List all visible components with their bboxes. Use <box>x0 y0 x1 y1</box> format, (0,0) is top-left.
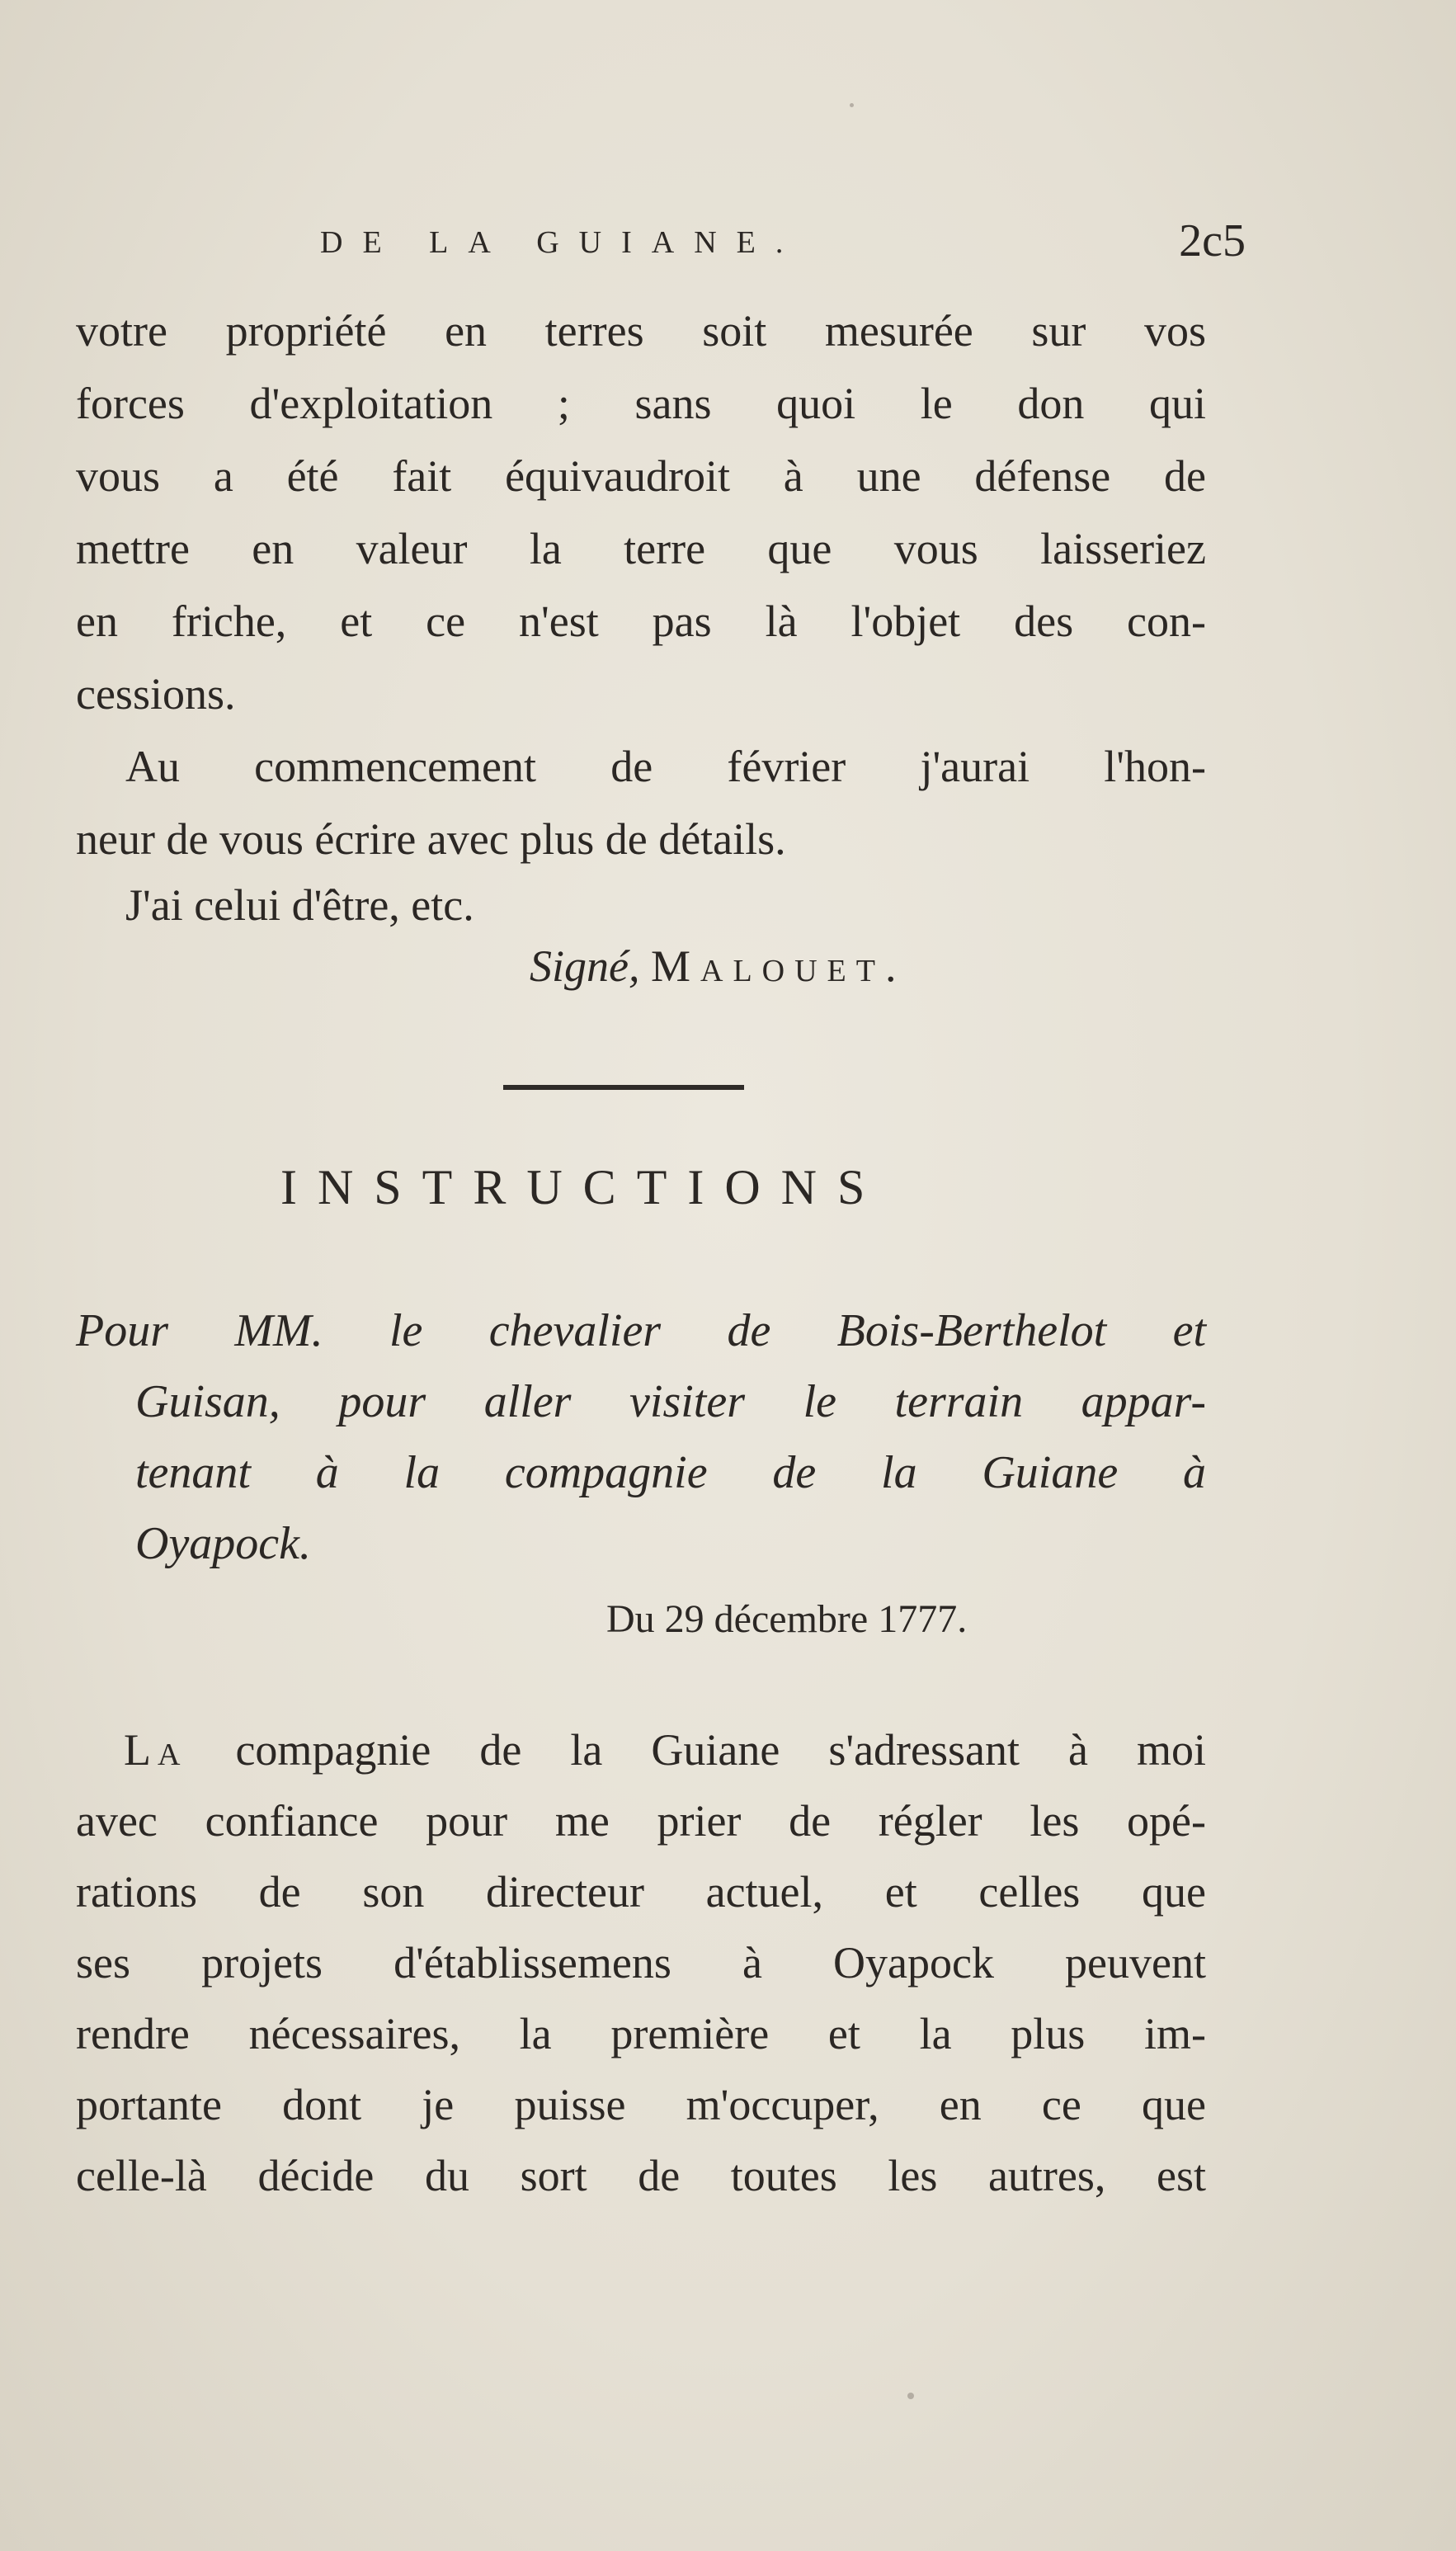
page-header <box>320 215 1246 282</box>
text-line: mettre en valeur la terre que vous laisseriez <box>76 524 1206 573</box>
document-date: Du 29 décembre 1777. <box>606 1597 968 1641</box>
text-line: rendre nécessaires, la première et la plus im- <box>76 2009 1206 2058</box>
section-heading: INSTRUCTIONS <box>280 1160 886 1214</box>
lettrine: La <box>124 1725 187 1775</box>
text-line: ses projets d'établissemens à Oyapock peuvent <box>76 1938 1206 1988</box>
subtitle-line: Pour MM. le chevalier de Bois-Berthelot et <box>76 1305 1206 1356</box>
running-head: DE LA GUIANE. <box>320 225 803 260</box>
subtitle-line: tenant à la compagnie de la Guiane à <box>135 1447 1206 1498</box>
subtitle-line: Guisan, pour aller visiter le terrain appar- <box>135 1376 1206 1427</box>
text-line: J'ai celui d'être, etc. <box>125 880 474 930</box>
text-line: votre propriété en terres soit mesurée sur vos <box>76 306 1206 356</box>
subtitle-line: Oyapock. <box>135 1518 312 1569</box>
section-subtitle <box>76 1295 1206 1579</box>
text-line: Au commencement de février j'aurai l'hon- <box>125 742 1206 791</box>
text-line: cessions. <box>76 669 236 719</box>
text-line: celle-là décide du sort de toutes les autres, est <box>76 2151 1206 2200</box>
text-line: forces d'exploitation ; sans quoi le don qui <box>76 379 1206 428</box>
text-line <box>76 1714 1206 1785</box>
instructions-body <box>76 1714 1206 2211</box>
paper-speck <box>907 2393 914 2399</box>
signature <box>530 941 906 992</box>
signature-name: Malouet. <box>650 941 907 991</box>
text-line: vous a été fait équivaudroit à une défense de <box>76 451 1206 501</box>
text-line: avec confiance pour me prier de régler les opé- <box>76 1796 1206 1846</box>
text-line: portante dont je puisse m'occuper, en ce que <box>76 2080 1206 2129</box>
text-line: neur de vous écrire avec plus de détails. <box>76 814 786 864</box>
text-line: rations de son directeur actuel, et celles que <box>76 1867 1206 1917</box>
first-line-text: compagnie de la Guiane s'adressant à moi <box>235 1725 1207 1775</box>
paper-speck <box>850 103 854 107</box>
signature-label: Signé, <box>530 941 640 991</box>
page-number: 2c5 <box>1179 215 1246 266</box>
section-divider <box>503 1085 744 1090</box>
text-line: en friche, et ce n'est pas là l'objet des con- <box>76 596 1206 646</box>
